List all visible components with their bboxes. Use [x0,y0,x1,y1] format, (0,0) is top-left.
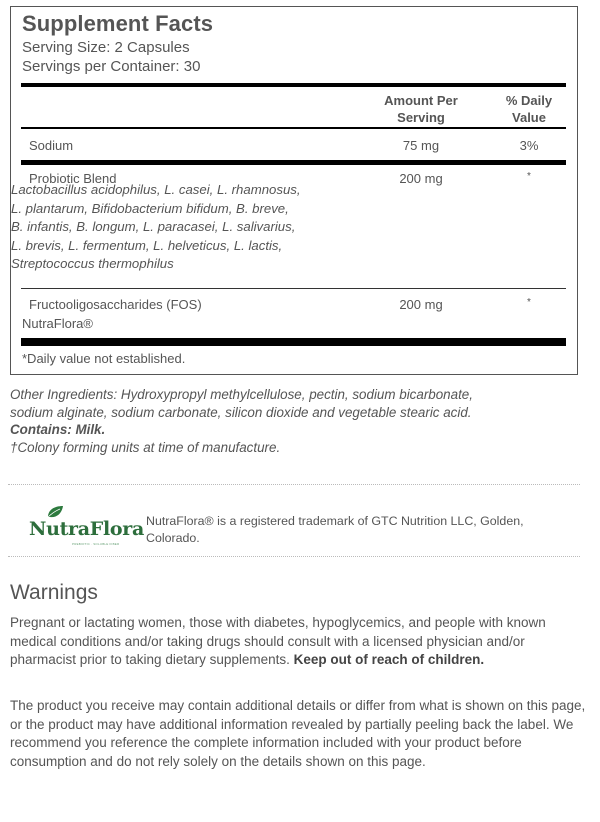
dotted-divider [8,484,580,485]
trademark-line: Colorado. [146,531,200,545]
trademark-line: NutraFlora® is a registered trademark of GTC Nutrition LLC, Golden, [146,514,524,528]
amount-header-line1: Amount Per [384,93,458,108]
nutraflora-logo [26,505,144,550]
nutrient-name: Sodium [29,138,74,153]
amount-per-serving-header [366,92,476,126]
other-ingredients-line: sodium alginate, sodium carbonate, silicon dioxide and vegetable stearic acid. [10,404,472,420]
cfu-note: †Colony forming units at time of manufacture. [10,439,281,455]
logo-tagline: PREBIOTIC · SOLUBLE FIBER [72,542,120,546]
amount-header-line2: Serving [397,110,445,125]
nutrient-daily-value: * [527,297,531,308]
thick-divider [21,83,566,87]
thick-divider [21,338,566,346]
nutrient-daily-value: * [527,171,531,182]
other-ingredients-line: Other Ingredients: Hydroxypropyl methylcellulose, pectin, sodium bicarbonate, [10,387,473,402]
product-disclaimer: The product you receive may contain additional details or differ from what is shown on this page, or the product may have additional information revealed by partially peeling back the label. We recommend you reference the complete information included with your product before consumption and do not rely solely on the details shown on this page. [10,698,586,769]
allergen-statement: Contains: Milk. [10,422,106,438]
warnings-body: Pregnant or lactating women, those with diabetes, hypoglycemics, and people with known medical conditions and/or taking drugs should consult with a licensed physician and/or pharmacist prior to taking dietary supplements. [10,615,546,667]
strain-line: L. brevis, L. fermentum, L. helveticus, L. lactis, [11,237,283,253]
nutrient-amount: 75 mg [402,138,440,153]
nutrient-name: Fructooligosaccharides (FOS) [29,297,202,312]
nutrient-amount: 200 mg [399,297,443,312]
trademark-notice [146,513,546,547]
daily-value-header [489,92,569,126]
strain-line: Lactobacillus acidophilus, L. casei, L. rhamnosus, [11,182,301,197]
nutrient-amount: 200 mg [399,171,443,186]
strain-line: L. plantarum, Bifidobacterium bifidum, B. breve, [11,200,289,216]
dotted-divider [8,556,580,557]
thick-divider [21,160,566,165]
supplement-facts-title: Supplement Facts [22,11,214,36]
nutrient-daily-value: 3% [519,138,539,153]
nutrient-subname: NutraFlora® [22,316,93,331]
dv-header-line2: Value [512,110,546,125]
servings-per-container: Servings per Container: 30 [22,58,201,75]
thin-divider [21,288,566,289]
keep-out-of-reach-warning: Keep out of reach of children. [293,652,485,667]
warnings-text [10,614,590,670]
logo-wordmark: NutraFlora [29,518,144,540]
dv-header-line1: % Daily [505,93,553,108]
strain-line: B. infantis, B. longum, L. paracasei, L. salivarius, [11,219,296,235]
leaf-icon [46,505,64,519]
other-ingredients [10,386,590,456]
nutrient-name: Probiotic Blend [29,171,117,186]
header-divider [21,127,566,129]
serving-size: Serving Size: 2 Capsules [22,39,190,56]
probiotic-strain-list [11,181,351,274]
strain-line: Streptococcus thermophilus [11,256,174,272]
daily-value-footnote: *Daily value not established. [22,351,186,366]
warnings-heading: Warnings [10,581,98,604]
